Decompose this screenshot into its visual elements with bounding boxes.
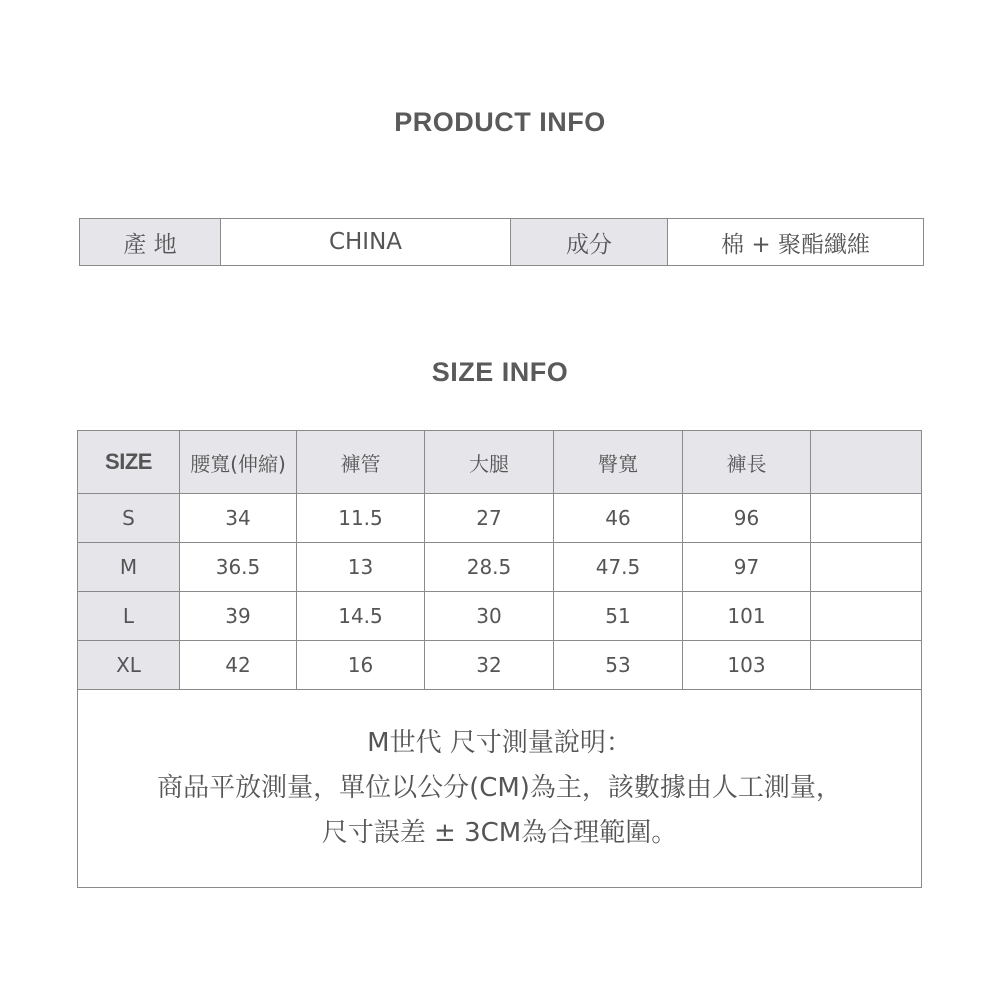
table-row — [78, 592, 922, 641]
note-line-2: 尺寸誤差 ± 3CM為合理範圍。 — [321, 818, 678, 848]
empty-cell — [811, 494, 922, 543]
thigh-cell: 30 — [425, 592, 554, 641]
header-leg-opening: 褲管 — [297, 431, 425, 494]
waist-cell: 42 — [180, 641, 297, 690]
note-row — [78, 690, 922, 888]
hip-cell: 47.5 — [554, 543, 683, 592]
header-length: 褲長 — [683, 431, 811, 494]
leg-opening-cell: 14.5 — [297, 592, 425, 641]
origin-value: CHINA — [221, 219, 511, 266]
material-value: 棉 + 聚酯纖維 — [668, 219, 924, 266]
origin-label: 產 地 — [80, 219, 221, 266]
waist-cell: 34 — [180, 494, 297, 543]
note-line-1: 商品平放測量，單位以公分(CM)為主，該數據由人工測量， — [157, 773, 842, 803]
thigh-cell: 27 — [425, 494, 554, 543]
material-label: 成分 — [511, 219, 668, 266]
table-row — [78, 494, 922, 543]
product-info-title: PRODUCT INFO — [394, 107, 606, 137]
hip-cell: 53 — [554, 641, 683, 690]
length-cell: 97 — [683, 543, 811, 592]
hip-cell: 46 — [554, 494, 683, 543]
note-title: M世代 尺寸測量說明： — [367, 728, 632, 758]
header-hip: 臀寬 — [554, 431, 683, 494]
size-cell: XL — [78, 641, 180, 690]
table-row — [78, 543, 922, 592]
leg-opening-cell: 13 — [297, 543, 425, 592]
length-cell: 101 — [683, 592, 811, 641]
leg-opening-cell: 11.5 — [297, 494, 425, 543]
size-info-title: SIZE INFO — [431, 357, 569, 387]
empty-cell — [811, 543, 922, 592]
hip-cell: 51 — [554, 592, 683, 641]
leg-opening-cell: 16 — [297, 641, 425, 690]
size-cell: M — [78, 543, 180, 592]
product-info-table — [79, 218, 924, 266]
header-waist: 腰寬(伸縮) — [180, 431, 297, 494]
length-cell: 96 — [683, 494, 811, 543]
empty-cell — [811, 592, 922, 641]
header-size: SIZE — [78, 431, 180, 494]
thigh-cell: 28.5 — [425, 543, 554, 592]
size-header-row — [78, 431, 922, 494]
waist-cell: 36.5 — [180, 543, 297, 592]
thigh-cell: 32 — [425, 641, 554, 690]
table-row — [78, 641, 922, 690]
header-thigh: 大腿 — [425, 431, 554, 494]
size-cell: L — [78, 592, 180, 641]
empty-cell — [811, 641, 922, 690]
header-empty — [811, 431, 922, 494]
waist-cell: 39 — [180, 592, 297, 641]
size-cell: S — [78, 494, 180, 543]
size-table — [77, 430, 922, 888]
measurement-note — [78, 690, 922, 888]
length-cell: 103 — [683, 641, 811, 690]
product-info-row — [80, 219, 924, 266]
